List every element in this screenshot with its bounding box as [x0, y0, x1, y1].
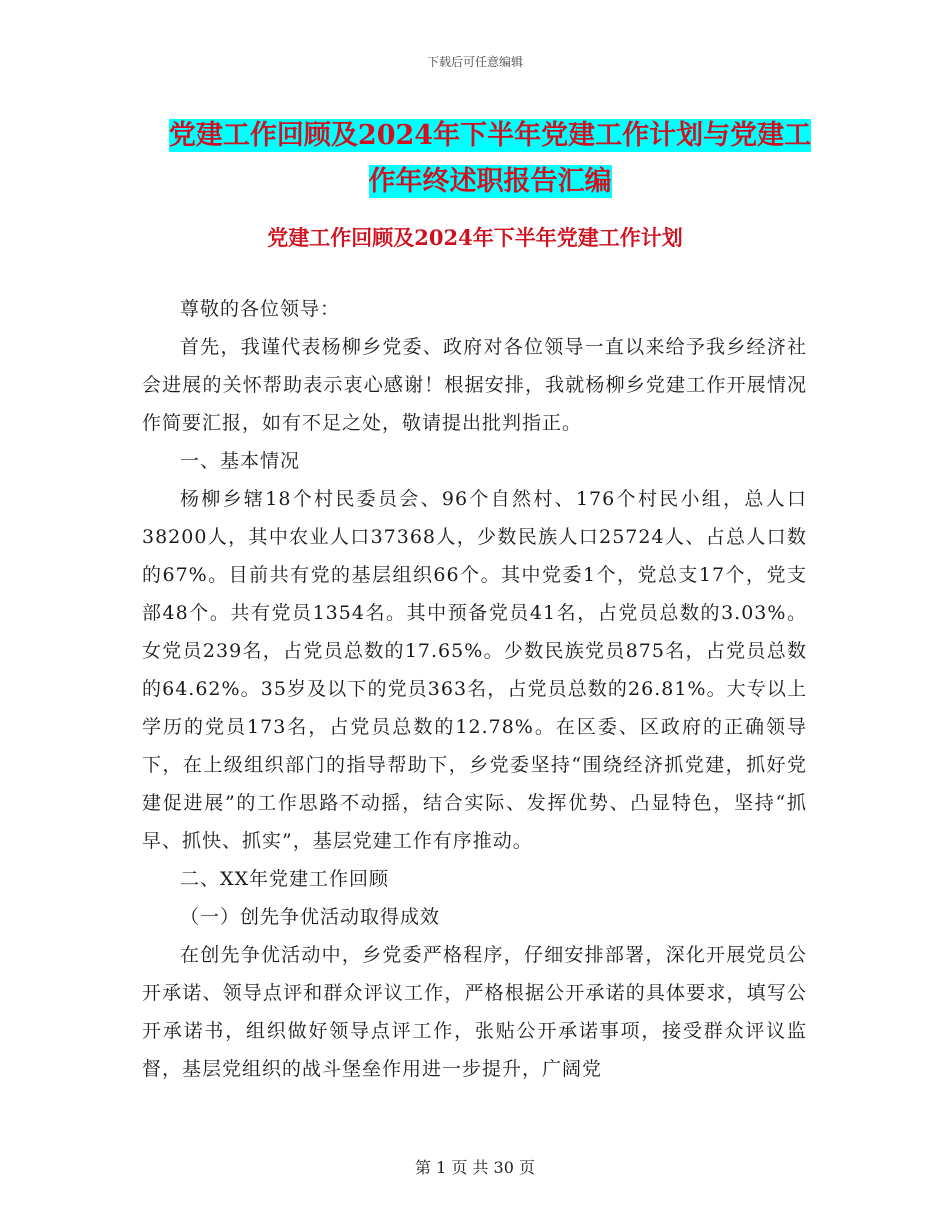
- main-title-line2: 作年终述职报告汇编: [368, 166, 612, 197]
- subheading-activities: （一）创先争优活动取得成效: [180, 906, 441, 928]
- main-title-line1: 党建工作回顾及2024年下半年党建工作计划与党建工: [168, 120, 812, 151]
- document-body: [142, 290, 807, 1088]
- basic-situation-paragraph: 杨柳乡辖18个村民委员会、96个自然村、176个村民小组，总人口38200人，其中农业人口37368人，少数民族人口25724人、占总人口数的67%。目前共有党的基层组织66个。其中党委1个，党总支17个，党支部48个。共有党员1354名。其中预备党员41名，占党员总数的3.03%。女党员239名，占党员总数的17.65%。少数民族党员875名，占党员总数的64.62%。35岁及以下的党员363名，占党员总数的26.81%。大专以上学历的党员173名，占党员总数的12.78%。在区委、区政府的正确领导下，在上级组织部门的指导帮助下，乡党委坚持“围绕经济抓党建，抓好党建促进展”的工作思路不动摇，结合实际、发挥优势、凸显特色，坚持“抓早、抓快、抓实”，基层党建工作有序推动。: [142, 488, 807, 852]
- page-number-footer: 第 1 页 共 30 页: [415, 1158, 535, 1177]
- activities-paragraph: 在创先争优活动中，乡党委严格程序，仔细安排部署，深化开展党员公开承诺、领导点评和群众评议工作，严格根据公开承诺的具体要求，填写公开承诺书，组织做好领导点评工作，张贴公开承诺事项，接受群众评议监督，基层党组织的战斗堡垒作用进一步提升，广阔党: [142, 944, 807, 1080]
- opening-paragraph: 首先，我谨代表杨柳乡党委、政府对各位领导一直以来给予我乡经济社会进展的关怀帮助表示衷心感谢！根据安排，我就杨柳乡党建工作开展情况作简要汇报，如有不足之处，敬请提出批判指正。: [142, 336, 807, 434]
- header-note: 下载后可任意编辑: [426, 55, 523, 69]
- salutation-paragraph: 尊敬的各位领导：: [180, 298, 341, 320]
- section-title: 党建工作回顾及2024年下半年党建工作计划: [267, 225, 683, 250]
- heading-basic-situation: 一、基本情况: [180, 450, 301, 472]
- heading-work-review: 二、XX年党建工作回顾: [180, 868, 390, 890]
- document-main-title: [140, 113, 840, 205]
